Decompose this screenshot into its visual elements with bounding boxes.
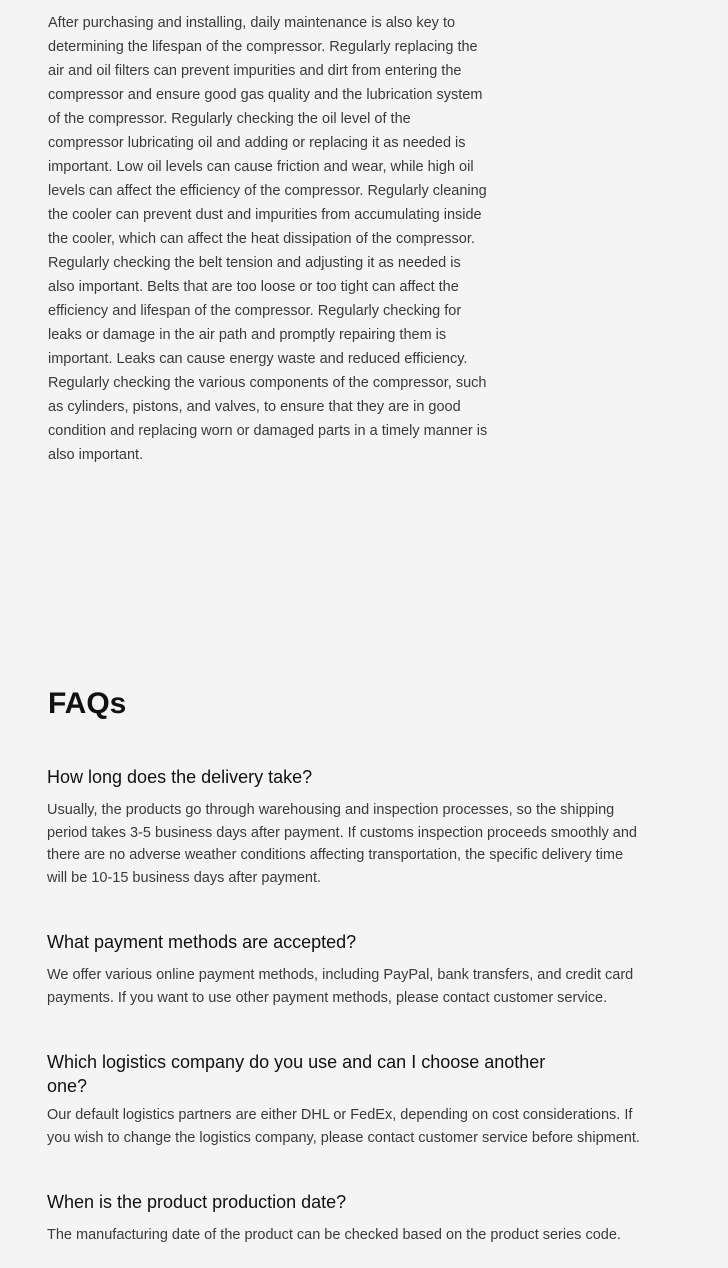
faq-item-logistics bbox=[47, 1050, 643, 1149]
faq-heading: FAQs bbox=[48, 687, 127, 720]
faq-answer: Usually, the products go through warehousing and inspection processes, so the shipping period takes 3-5 business days after payment. If customs inspection proceeds smoothly and there are no adverse weather conditions affecting transportation, the specific delivery time will be 10-15 business days after payment. bbox=[47, 802, 637, 886]
faq-question: What payment methods are accepted? bbox=[47, 932, 357, 952]
faq-item-production-date bbox=[47, 1190, 643, 1247]
maintenance-paragraph: After purchasing and installing, daily maintenance is also key to determining the lifespan of the compressor. Regularly replacing the air and oil filters can prevent impurities and dirt from entering the compressor and ensure good gas quality and the lubrication system of the compressor. Regularly checking the oil level of the compressor lubricating oil and adding or replacing it as needed is important. Low oil levels can cause friction and wear, while high oil levels can affect the efficiency of the compressor. Regularly cleaning the cooler can prevent dust and impurities from accumulating inside the cooler, which can affect the heat dissipation of the compressor. Regularly checking the belt tension and adjusting it as needed is also important. Belts that are too loose or too tight can affect the efficiency and lifespan of the compressor. Regularly checking for leaks or damage in the air path and promptly repairing them is important. Leaks can cause energy waste and reduced efficiency. Regularly checking the various components of the compressor, such as cylinders, pistons, and valves, to ensure that they are in good condition and replacing worn or damaged parts in a timely manner is also important. bbox=[48, 15, 488, 463]
faq-answer: Our default logistics partners are either DHL or FedEx, depending on cost considerations. If you wish to change the logistics company, please contact customer service before shipment. bbox=[47, 1107, 640, 1146]
faq-answer: We offer various online payment methods, including PayPal, bank transfers, and credit card payments. If you want to use other payment methods, please contact customer service. bbox=[47, 967, 634, 1006]
faq-question: How long does the delivery take? bbox=[47, 767, 313, 787]
faq-item-payment bbox=[47, 930, 643, 1009]
faq-item-delivery bbox=[47, 765, 643, 889]
faq-question: When is the product production date? bbox=[47, 1192, 347, 1212]
faq-question: Which logistics company do you use and can I choose another one? bbox=[47, 1052, 546, 1096]
faq-answer: The manufacturing date of the product can be checked based on the product series code. bbox=[47, 1227, 621, 1243]
